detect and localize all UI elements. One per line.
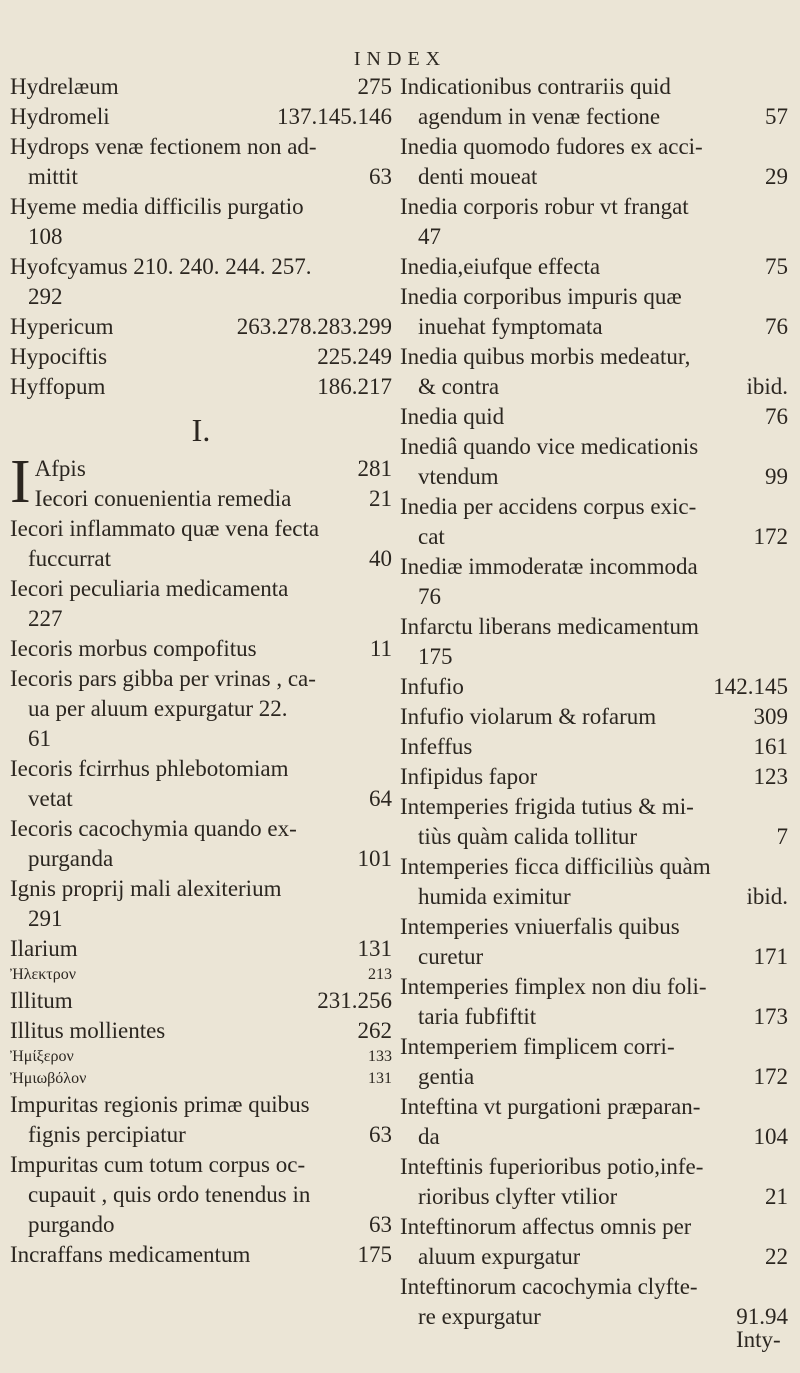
entry-text: 291 bbox=[28, 906, 63, 931]
index-entry bbox=[10, 964, 392, 986]
index-line bbox=[400, 252, 788, 282]
index-entry bbox=[400, 492, 788, 552]
index-entry bbox=[400, 732, 788, 762]
index-entry bbox=[10, 1150, 392, 1240]
index-line bbox=[10, 72, 392, 102]
index-line bbox=[400, 642, 788, 672]
index-line bbox=[10, 192, 392, 222]
index-line bbox=[10, 604, 392, 634]
entry-text: Inedia per accidens corpus exic- bbox=[400, 494, 697, 519]
index-line bbox=[400, 462, 788, 492]
index-entry bbox=[400, 912, 788, 972]
entry-text: Impuritas cum totum corpus oc- bbox=[10, 1152, 306, 1177]
index-line bbox=[35, 484, 392, 514]
index-line bbox=[10, 514, 392, 544]
entry-text: Iecori conuenientia remedia bbox=[34, 486, 292, 511]
index-entry bbox=[10, 1240, 392, 1270]
index-line bbox=[10, 784, 392, 814]
entry-text: Iecori inflammato quæ vena fecta bbox=[10, 516, 320, 541]
index-entry bbox=[400, 402, 788, 432]
page-reference: 99 bbox=[765, 464, 788, 489]
index-line bbox=[400, 1062, 788, 1092]
index-line bbox=[400, 102, 788, 132]
index-line bbox=[400, 762, 788, 792]
page-reference: 21 bbox=[369, 486, 392, 511]
entry-text: Intemperies fimplex non diu foli- bbox=[400, 974, 707, 999]
index-line bbox=[400, 792, 788, 822]
index-line bbox=[400, 1032, 788, 1062]
page-reference: ibid. bbox=[746, 884, 788, 909]
entry-text: Inediæ immoderatæ incommoda bbox=[400, 554, 698, 579]
index-entry bbox=[10, 754, 392, 814]
entry-text: 108 bbox=[28, 224, 63, 249]
index-line bbox=[10, 724, 392, 754]
index-line bbox=[10, 544, 392, 574]
index-entry bbox=[10, 454, 392, 514]
index-line bbox=[400, 192, 788, 222]
index-entry bbox=[10, 372, 392, 402]
index-entry bbox=[10, 102, 392, 132]
page-reference: 281 bbox=[357, 456, 392, 481]
page-reference: 131 bbox=[368, 1070, 392, 1087]
entry-text: Illitus mollientes bbox=[10, 1018, 166, 1043]
index-line bbox=[400, 1302, 788, 1332]
page-reference: 11 bbox=[369, 636, 392, 661]
page-reference: 173 bbox=[753, 1004, 788, 1029]
entry-text: Inedia corporibus impuris quæ bbox=[400, 284, 682, 309]
index-line bbox=[10, 574, 392, 604]
index-entry bbox=[10, 514, 392, 574]
catchword: Inty- bbox=[736, 1327, 781, 1352]
index-line bbox=[400, 522, 788, 552]
page-reference: 225.249 bbox=[317, 344, 392, 369]
entry-text: Iecori peculiaria medicamenta bbox=[10, 576, 289, 601]
entry-text: re expurgatur bbox=[418, 1304, 541, 1329]
index-line bbox=[400, 1242, 788, 1272]
entry-text: curetur bbox=[418, 944, 484, 969]
index-line bbox=[400, 1212, 788, 1242]
entry-text: Inteftinorum affectus omnis per bbox=[400, 1214, 692, 1239]
entry-text: inuehat fymptomata bbox=[418, 314, 603, 339]
page-reference: 101 bbox=[357, 846, 392, 871]
index-line bbox=[10, 904, 392, 934]
entry-text: fuccurrat bbox=[28, 546, 111, 571]
index-line bbox=[10, 964, 392, 986]
entry-text: Hyeme media difficilis purgatio bbox=[10, 194, 304, 219]
page-reference: 63 bbox=[369, 1212, 392, 1237]
index-line bbox=[400, 552, 788, 582]
index-entry bbox=[400, 132, 788, 192]
index-line bbox=[10, 132, 392, 162]
entry-text: da bbox=[418, 1124, 440, 1149]
section-heading bbox=[10, 410, 392, 450]
entry-text: cupauit , quis ordo tenendus in bbox=[28, 1182, 311, 1207]
index-line bbox=[400, 432, 788, 462]
index-entry bbox=[10, 192, 392, 252]
entry-text: 292 bbox=[28, 284, 63, 309]
index-line bbox=[400, 402, 788, 432]
entry-text: Afpis bbox=[34, 456, 86, 481]
entry-text: taria fubfiftit bbox=[418, 1004, 537, 1029]
index-entry bbox=[400, 612, 788, 672]
index-entry bbox=[10, 574, 392, 634]
page-reference: 63 bbox=[369, 1122, 392, 1147]
entry-text: 76 bbox=[418, 584, 441, 609]
index-line bbox=[10, 1150, 392, 1180]
entry-text: Infufio violarum & rofarum bbox=[400, 704, 657, 729]
index-line bbox=[10, 342, 392, 372]
page-reference: 262 bbox=[357, 1018, 392, 1043]
page-reference: 64 bbox=[369, 786, 392, 811]
entry-text: Inteftina vt purgationi præparan- bbox=[400, 1094, 701, 1119]
index-line bbox=[400, 222, 788, 252]
entry-text: Iecoris morbus compofitus bbox=[10, 636, 257, 661]
index-entry bbox=[10, 132, 392, 192]
page-reference: 21 bbox=[765, 1184, 788, 1209]
index-line bbox=[400, 912, 788, 942]
entry-text: Infarctu liberans medicamentum bbox=[400, 614, 699, 639]
index-entry bbox=[400, 1272, 788, 1332]
index-line bbox=[10, 312, 392, 342]
index-entry bbox=[10, 72, 392, 102]
section-heading-text: I. bbox=[191, 412, 211, 448]
entry-text: Impuritas regionis primæ quibus bbox=[10, 1092, 310, 1117]
entry-text: Hydrelæum bbox=[10, 74, 119, 99]
entry-text: Hypociftis bbox=[10, 344, 108, 369]
entry-text: agendum in venæ fectione bbox=[418, 104, 661, 129]
right-column bbox=[400, 72, 788, 1332]
index-line bbox=[400, 582, 788, 612]
index-line bbox=[400, 1122, 788, 1152]
index-entry bbox=[400, 1032, 788, 1092]
index-line bbox=[400, 672, 788, 702]
index-line bbox=[400, 312, 788, 342]
index-line bbox=[10, 874, 392, 904]
index-line bbox=[10, 1016, 392, 1046]
index-line bbox=[400, 612, 788, 642]
entry-text: Inteftinis fuperioribus potio,infe- bbox=[400, 1154, 704, 1179]
index-entry bbox=[10, 934, 392, 964]
index-line bbox=[10, 1090, 392, 1120]
index-line bbox=[400, 1092, 788, 1122]
index-entry bbox=[10, 664, 392, 754]
entry-text: Infufio bbox=[400, 674, 464, 699]
index-entry bbox=[10, 1090, 392, 1150]
entry-text: 61 bbox=[28, 726, 51, 751]
page-reference: 63 bbox=[369, 164, 392, 189]
index-line bbox=[10, 1210, 392, 1240]
index-line bbox=[10, 252, 392, 282]
index-line bbox=[10, 372, 392, 402]
index-line bbox=[400, 1272, 788, 1302]
index-entry bbox=[400, 792, 788, 852]
entry-text: Infeffus bbox=[400, 734, 473, 759]
entry-text: denti moueat bbox=[418, 164, 538, 189]
entry-text: Iecoris fcirrhus phlebotomiam bbox=[10, 756, 289, 781]
entry-text: Inedia quid bbox=[400, 404, 505, 429]
index-line bbox=[400, 852, 788, 882]
entry-text: vetat bbox=[28, 786, 73, 811]
index-line bbox=[10, 754, 392, 784]
entry-text: Hyofcyamus 210. 240. 244. 257. bbox=[10, 254, 312, 279]
entry-text: tiùs quàm calida tollitur bbox=[418, 824, 638, 849]
index-entry bbox=[400, 1092, 788, 1152]
index-line bbox=[10, 1240, 392, 1270]
index-entry bbox=[400, 672, 788, 702]
entry-text: & contra bbox=[418, 374, 500, 399]
entry-text: cat bbox=[418, 524, 445, 549]
entry-text: Intemperies frigida tutius & mi- bbox=[400, 794, 694, 819]
index-entry bbox=[10, 342, 392, 372]
entry-text: Intemperiem fimplicem corri- bbox=[400, 1034, 675, 1059]
entry-text: gentia bbox=[418, 1064, 475, 1089]
index-entry bbox=[400, 252, 788, 282]
page-reference: 131 bbox=[357, 936, 392, 961]
page-reference: 171 bbox=[753, 944, 788, 969]
page-reference: 76 bbox=[765, 314, 788, 339]
index-line bbox=[400, 342, 788, 372]
page-reference: 175 bbox=[357, 1242, 392, 1267]
entry-text: Illitum bbox=[10, 988, 73, 1013]
page-reference: 137.145.146 bbox=[277, 104, 392, 129]
index-line bbox=[10, 844, 392, 874]
index-entry bbox=[400, 762, 788, 792]
page-reference: 172 bbox=[753, 524, 788, 549]
entry-text: 47 bbox=[418, 224, 441, 249]
index-line bbox=[400, 822, 788, 852]
entry-text: Ilarium bbox=[10, 936, 78, 961]
entry-text: vtendum bbox=[418, 464, 499, 489]
index-line bbox=[10, 282, 392, 312]
entry-text: Iecoris pars gibba per vrinas , ca- bbox=[10, 666, 316, 691]
page-reference: 133 bbox=[368, 1048, 392, 1065]
index-entry bbox=[10, 252, 392, 312]
index-entry bbox=[400, 342, 788, 402]
entry-text: Inedia,eiufque effecta bbox=[400, 254, 601, 279]
index-entry bbox=[10, 874, 392, 934]
page-reference: 161 bbox=[753, 734, 788, 759]
entry-text: Ignis proprij mali alexiterium bbox=[10, 876, 282, 901]
index-line bbox=[10, 222, 392, 252]
index-line bbox=[400, 732, 788, 762]
index-line bbox=[10, 102, 392, 132]
entry-text: 227 bbox=[28, 606, 63, 631]
index-line bbox=[10, 664, 392, 694]
index-entry bbox=[400, 552, 788, 612]
page-reference: 231.256 bbox=[317, 988, 392, 1013]
entry-text: humida eximitur bbox=[418, 884, 571, 909]
entry-text: Ἠμιωβόλον bbox=[10, 1070, 87, 1087]
page-reference: 263.278.283.299 bbox=[236, 314, 392, 339]
entry-text: Inteftinorum cacochymia clyfte- bbox=[400, 1274, 698, 1299]
index-entry bbox=[10, 634, 392, 664]
index-line bbox=[400, 132, 788, 162]
index-line bbox=[400, 282, 788, 312]
page-reference: 309 bbox=[753, 704, 788, 729]
page-reference: 40 bbox=[369, 546, 392, 571]
entry-text: Inedia quomodo fudores ex acci- bbox=[400, 134, 703, 159]
entry-text: rioribus clyfter vtilior bbox=[418, 1184, 618, 1209]
entry-text: Infipidus fapor bbox=[400, 764, 538, 789]
index-entry bbox=[400, 702, 788, 732]
index-line bbox=[400, 942, 788, 972]
index-entry bbox=[10, 312, 392, 342]
index-entry bbox=[10, 1016, 392, 1046]
index-entry bbox=[400, 192, 788, 252]
entry-text: purgando bbox=[28, 1212, 115, 1237]
entry-text: aluum expurgatur bbox=[418, 1244, 581, 1269]
index-entry bbox=[400, 72, 788, 132]
index-line bbox=[400, 1002, 788, 1032]
index-line bbox=[400, 1152, 788, 1182]
entry-text: Hypericum bbox=[10, 314, 114, 339]
entry-text: purganda bbox=[28, 846, 114, 871]
index-line bbox=[400, 72, 788, 102]
running-head: INDEX bbox=[353, 48, 447, 70]
index-entry bbox=[10, 1068, 392, 1090]
page-reference: 142.145 bbox=[713, 674, 788, 699]
entry-text: Intemperies vniuerfalis quibus bbox=[400, 914, 680, 939]
entry-text: Iecoris cacochymia quando ex- bbox=[10, 816, 297, 841]
page-reference: 57 bbox=[765, 104, 788, 129]
entry-text: Inediâ quando vice medicationis bbox=[400, 434, 699, 459]
page-reference: 7 bbox=[776, 824, 788, 849]
drop-capital: I bbox=[10, 454, 31, 514]
index-line bbox=[10, 986, 392, 1016]
page-reference: 75 bbox=[765, 254, 788, 279]
index-line bbox=[10, 814, 392, 844]
index-entry bbox=[400, 282, 788, 342]
index-entry bbox=[400, 852, 788, 912]
page-reference: 213 bbox=[368, 966, 392, 983]
index-entry bbox=[10, 814, 392, 874]
entry-text: Incraffans medicamentum bbox=[10, 1242, 251, 1267]
index-entry bbox=[400, 1212, 788, 1272]
index-line bbox=[10, 1180, 392, 1210]
entry-text: Hydrops venæ fectionem non ad- bbox=[10, 134, 317, 159]
entry-text: mittit bbox=[28, 164, 78, 189]
entry-text: ua per aluum expurgatur 22. bbox=[28, 696, 288, 721]
page-reference: 104 bbox=[753, 1124, 788, 1149]
index-line bbox=[10, 1046, 392, 1068]
index-line bbox=[400, 372, 788, 402]
index-line bbox=[400, 492, 788, 522]
entry-text: Inedia quibus morbis medeatur, bbox=[400, 344, 691, 369]
index-line bbox=[10, 694, 392, 724]
page-reference: 29 bbox=[765, 164, 788, 189]
page-reference: 91.94 bbox=[736, 1304, 788, 1329]
index-line bbox=[10, 634, 392, 664]
entry-text: Intemperies ficca difficiliùs quàm bbox=[400, 854, 711, 879]
page-reference: 22 bbox=[765, 1244, 788, 1269]
index-line bbox=[10, 934, 392, 964]
page-reference: ibid. bbox=[746, 374, 788, 399]
entry-text: Hyffopum bbox=[10, 374, 106, 399]
index-entry bbox=[10, 1046, 392, 1068]
index-line bbox=[10, 162, 392, 192]
index-entry bbox=[400, 1152, 788, 1212]
index-line bbox=[10, 1120, 392, 1150]
entry-text: 175 bbox=[418, 644, 453, 669]
page-reference: 123 bbox=[753, 764, 788, 789]
index-line bbox=[400, 882, 788, 912]
page-reference: 172 bbox=[753, 1064, 788, 1089]
entry-text: fignis percipiatur bbox=[28, 1122, 186, 1147]
entry-text: Ἠμίξερον bbox=[10, 1048, 74, 1065]
index-entry bbox=[10, 986, 392, 1016]
index-line bbox=[400, 702, 788, 732]
index-line bbox=[10, 1068, 392, 1090]
index-line bbox=[35, 454, 392, 484]
page-reference: 186.217 bbox=[317, 374, 392, 399]
entry-text: Hydromeli bbox=[10, 104, 110, 129]
page-reference: 76 bbox=[765, 404, 788, 429]
index-entry bbox=[400, 432, 788, 492]
entry-text: Indicationibus contrariis quid bbox=[400, 74, 671, 99]
entry-text: Inedia corporis robur vt frangat bbox=[400, 194, 689, 219]
left-column bbox=[10, 72, 392, 1270]
index-entry bbox=[400, 972, 788, 1032]
index-line bbox=[400, 1182, 788, 1212]
entry-text: Ἠλεκτρον bbox=[10, 966, 76, 983]
index-line bbox=[400, 162, 788, 192]
page-reference: 275 bbox=[357, 74, 392, 99]
index-line bbox=[400, 972, 788, 1002]
